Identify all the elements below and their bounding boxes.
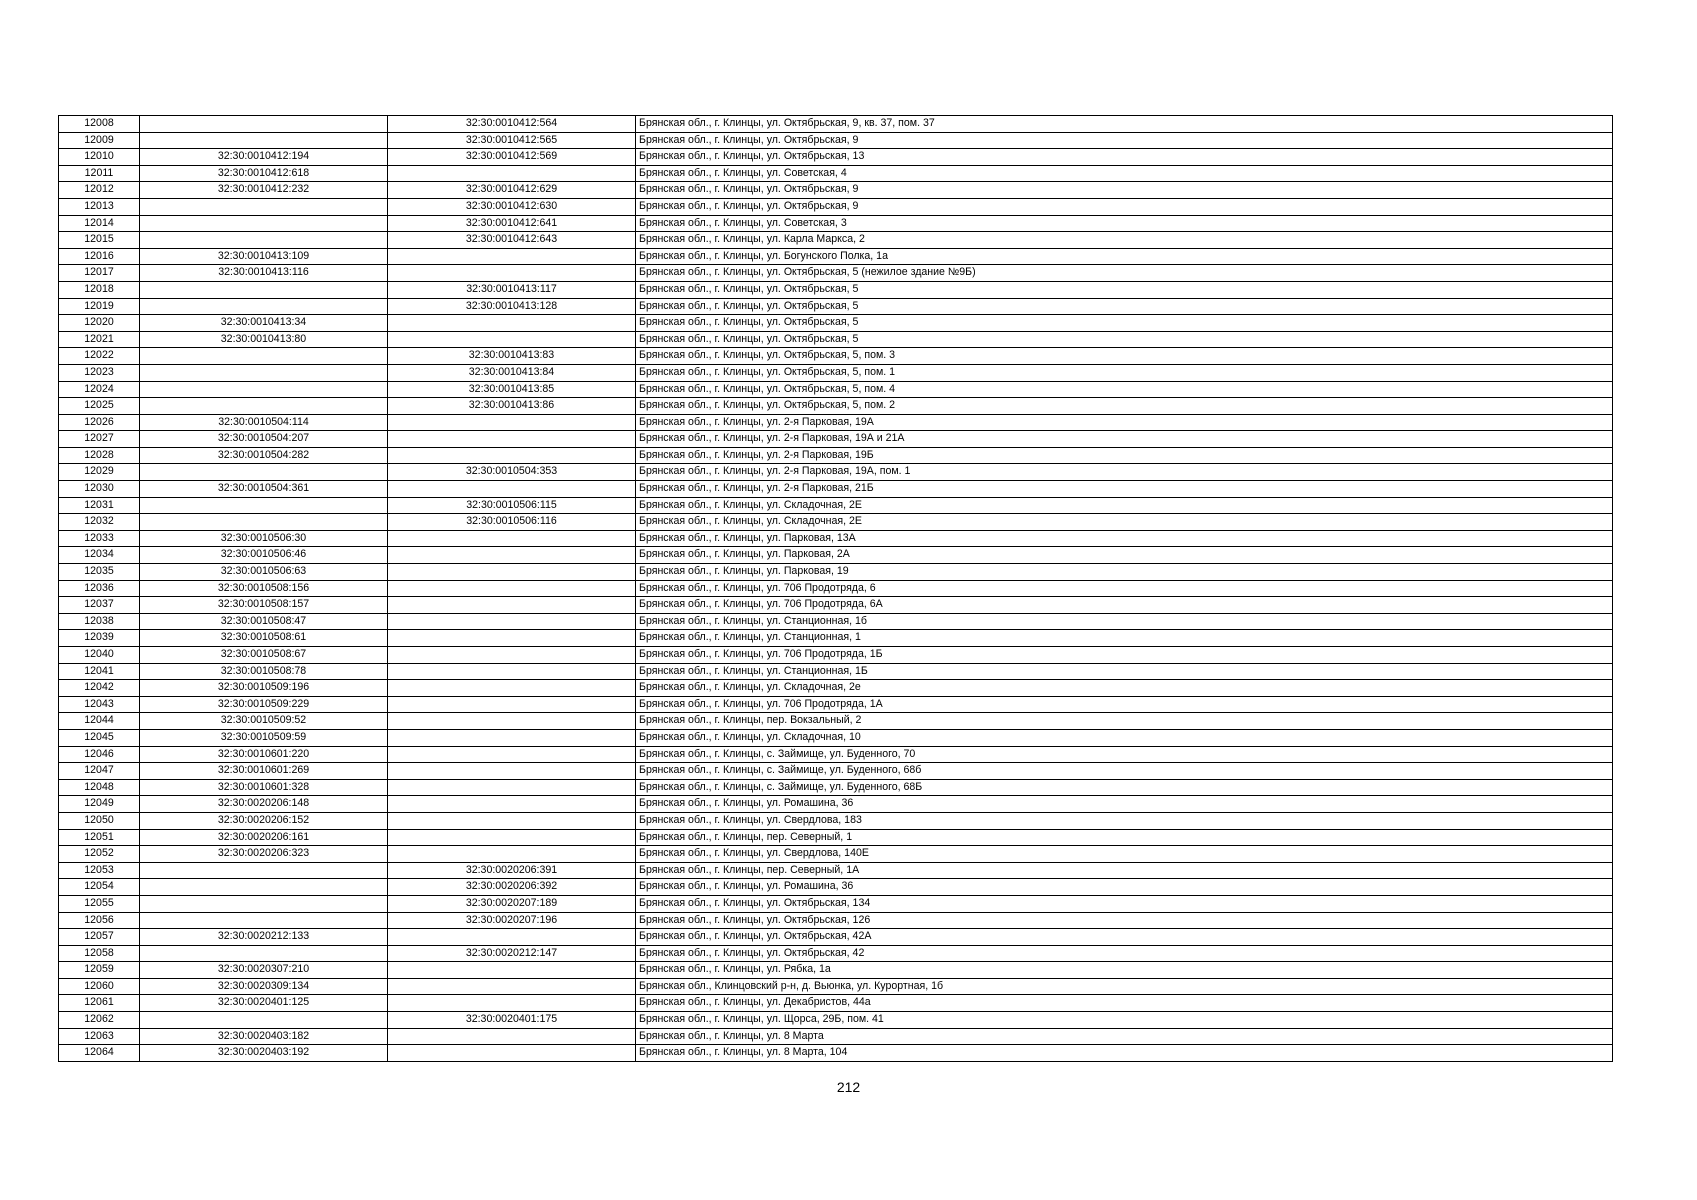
premises-cadastral-number-cell <box>388 165 636 182</box>
premises-cadastral-number-cell <box>388 530 636 547</box>
row-number-cell: 12050 <box>59 812 140 829</box>
cadastral-number-cell: 32:30:0010412:618 <box>140 165 388 182</box>
table-row <box>59 1028 1613 1045</box>
premises-cadastral-number-cell: 32:30:0010413:85 <box>388 381 636 398</box>
row-number-cell: 12039 <box>59 630 140 647</box>
table-row <box>59 663 1613 680</box>
premises-cadastral-number-cell: 32:30:0020206:392 <box>388 879 636 896</box>
cadastral-number-cell: 32:30:0010508:61 <box>140 630 388 647</box>
row-number-cell: 12024 <box>59 381 140 398</box>
table-row <box>59 547 1613 564</box>
address-cell: Брянская обл., г. Клинцы, ул. 706 Продотряда, 6А <box>636 597 1613 614</box>
cadastral-number-cell <box>140 116 388 133</box>
address-cell: Брянская обл., г. Клинцы, ул. 8 Марта <box>636 1028 1613 1045</box>
premises-cadastral-number-cell <box>388 929 636 946</box>
address-cell: Брянская обл., г. Клинцы, ул. Ромашина, 36 <box>636 879 1613 896</box>
table-row <box>59 514 1613 531</box>
row-number-cell: 12058 <box>59 945 140 962</box>
table-row <box>59 315 1613 332</box>
address-cell: Брянская обл., г. Клинцы, ул. Октябрьская, 134 <box>636 895 1613 912</box>
table-row <box>59 696 1613 713</box>
premises-cadastral-number-cell: 32:30:0010412:569 <box>388 149 636 166</box>
premises-cadastral-number-cell <box>388 315 636 332</box>
cadastral-number-cell <box>140 215 388 232</box>
address-cell: Брянская обл., г. Клинцы, ул. Октябрьская, 5, пом. 2 <box>636 398 1613 415</box>
cadastral-number-cell: 32:30:0010601:328 <box>140 779 388 796</box>
address-cell: Брянская обл., г. Клинцы, ул. Октябрьская, 5 <box>636 298 1613 315</box>
table-row <box>59 248 1613 265</box>
address-cell: Брянская обл., г. Клинцы, с. Займище, ул. Буденного, 68б <box>636 763 1613 780</box>
row-number-cell: 12015 <box>59 232 140 249</box>
address-cell: Брянская обл., г. Клинцы, ул. Октябрьская, 5 <box>636 331 1613 348</box>
row-number-cell: 12030 <box>59 481 140 498</box>
cadastral-number-cell <box>140 364 388 381</box>
address-cell: Брянская обл., г. Клинцы, ул. Станционная, 1 <box>636 630 1613 647</box>
row-number-cell: 12053 <box>59 862 140 879</box>
row-number-cell: 12055 <box>59 895 140 912</box>
premises-cadastral-number-cell <box>388 564 636 581</box>
table-row <box>59 182 1613 199</box>
page-number: 212 <box>836 1079 861 1095</box>
address-cell: Брянская обл., г. Клинцы, ул. 706 Продотряда, 6 <box>636 580 1613 597</box>
premises-cadastral-number-cell <box>388 1045 636 1062</box>
cadastral-number-cell: 32:30:0020206:148 <box>140 796 388 813</box>
premises-cadastral-number-cell: 32:30:0010413:83 <box>388 348 636 365</box>
table-row <box>59 995 1613 1012</box>
premises-cadastral-number-cell: 32:30:0010413:86 <box>388 398 636 415</box>
address-cell: Брянская обл., г. Клинцы, ул. Октябрьская, 9 <box>636 132 1613 149</box>
premises-cadastral-number-cell <box>388 1028 636 1045</box>
row-number-cell: 12014 <box>59 215 140 232</box>
address-cell: Брянская обл., г. Клинцы, ул. 2-я Парковая, 19Б <box>636 447 1613 464</box>
table-row <box>59 912 1613 929</box>
premises-cadastral-number-cell <box>388 995 636 1012</box>
premises-cadastral-number-cell <box>388 846 636 863</box>
cadastral-number-cell: 32:30:0010509:59 <box>140 729 388 746</box>
premises-cadastral-number-cell: 32:30:0010412:629 <box>388 182 636 199</box>
row-number-cell: 12017 <box>59 265 140 282</box>
row-number-cell: 12033 <box>59 530 140 547</box>
table-row <box>59 812 1613 829</box>
premises-cadastral-number-cell <box>388 481 636 498</box>
premises-cadastral-number-cell: 32:30:0010412:565 <box>388 132 636 149</box>
cadastral-number-cell: 32:30:0010508:157 <box>140 597 388 614</box>
premises-cadastral-number-cell: 32:30:0020212:147 <box>388 945 636 962</box>
address-cell: Брянская обл., г. Клинцы, ул. Октябрьская, 9 <box>636 182 1613 199</box>
cadastral-number-cell: 32:30:0010509:52 <box>140 713 388 730</box>
address-cell: Брянская обл., г. Клинцы, ул. Октябрьская, 9, кв. 37, пом. 37 <box>636 116 1613 133</box>
premises-cadastral-number-cell: 32:30:0010506:115 <box>388 497 636 514</box>
row-number-cell: 12036 <box>59 580 140 597</box>
premises-cadastral-number-cell: 32:30:0010413:117 <box>388 281 636 298</box>
cadastral-number-cell: 32:30:0020403:182 <box>140 1028 388 1045</box>
table-row <box>59 232 1613 249</box>
cadastral-number-cell: 32:30:0020206:323 <box>140 846 388 863</box>
table-row <box>59 729 1613 746</box>
cadastral-number-cell: 32:30:0020206:152 <box>140 812 388 829</box>
premises-cadastral-number-cell <box>388 713 636 730</box>
cadastral-number-cell <box>140 862 388 879</box>
premises-cadastral-number-cell <box>388 680 636 697</box>
cadastral-number-cell: 32:30:0010504:207 <box>140 431 388 448</box>
row-number-cell: 12048 <box>59 779 140 796</box>
table-row <box>59 398 1613 415</box>
table-row <box>59 713 1613 730</box>
cadastral-number-cell: 32:30:0020212:133 <box>140 929 388 946</box>
row-number-cell: 12031 <box>59 497 140 514</box>
row-number-cell: 12037 <box>59 597 140 614</box>
address-cell: Брянская обл., г. Клинцы, ул. Парковая, 2А <box>636 547 1613 564</box>
table-row <box>59 381 1613 398</box>
table-row <box>59 895 1613 912</box>
address-cell: Брянская обл., г. Клинцы, ул. Складочная, 2е <box>636 680 1613 697</box>
cadastral-number-cell <box>140 381 388 398</box>
cadastral-number-cell <box>140 497 388 514</box>
row-number-cell: 12028 <box>59 447 140 464</box>
table-row <box>59 364 1613 381</box>
row-number-cell: 12046 <box>59 746 140 763</box>
row-number-cell: 12027 <box>59 431 140 448</box>
cadastral-number-cell: 32:30:0010506:46 <box>140 547 388 564</box>
cadastral-number-cell: 32:30:0010504:114 <box>140 414 388 431</box>
row-number-cell: 12022 <box>59 348 140 365</box>
row-number-cell: 12045 <box>59 729 140 746</box>
cadastral-number-cell: 32:30:0010601:269 <box>140 763 388 780</box>
row-number-cell: 12059 <box>59 962 140 979</box>
row-number-cell: 12057 <box>59 929 140 946</box>
premises-cadastral-number-cell <box>388 812 636 829</box>
address-cell: Брянская обл., г. Клинцы, ул. Рябка, 1а <box>636 962 1613 979</box>
address-cell: Брянская обл., Клинцовский р-н, д. Вьюнка, ул. Курортная, 1б <box>636 978 1613 995</box>
row-number-cell: 12049 <box>59 796 140 813</box>
premises-cadastral-number-cell: 32:30:0010412:564 <box>388 116 636 133</box>
table-row <box>59 862 1613 879</box>
row-number-cell: 12019 <box>59 298 140 315</box>
address-cell: Брянская обл., г. Клинцы, ул. Октябрьская, 5 (нежилое здание №9Б) <box>636 265 1613 282</box>
row-number-cell: 12018 <box>59 281 140 298</box>
premises-cadastral-number-cell <box>388 829 636 846</box>
premises-cadastral-number-cell: 32:30:0010412:630 <box>388 198 636 215</box>
cadastral-number-cell: 32:30:0010413:109 <box>140 248 388 265</box>
address-cell: Брянская обл., г. Клинцы, ул. Октябрьская, 5 <box>636 281 1613 298</box>
address-cell: Брянская обл., г. Клинцы, ул. Ромашина, 36 <box>636 796 1613 813</box>
address-cell: Брянская обл., г. Клинцы, ул. 706 Продотряда, 1А <box>636 696 1613 713</box>
row-number-cell: 12026 <box>59 414 140 431</box>
address-cell: Брянская обл., г. Клинцы, ул. Советская, 4 <box>636 165 1613 182</box>
premises-cadastral-number-cell: 32:30:0010412:643 <box>388 232 636 249</box>
address-cell: Брянская обл., г. Клинцы, ул. Советская, 3 <box>636 215 1613 232</box>
premises-cadastral-number-cell: 32:30:0010506:116 <box>388 514 636 531</box>
row-number-cell: 12040 <box>59 647 140 664</box>
table-row <box>59 447 1613 464</box>
premises-cadastral-number-cell <box>388 763 636 780</box>
premises-cadastral-number-cell <box>388 729 636 746</box>
cadastral-number-cell <box>140 1012 388 1029</box>
cadastral-number-cell: 32:30:0020309:134 <box>140 978 388 995</box>
row-number-cell: 12025 <box>59 398 140 415</box>
address-cell: Брянская обл., г. Клинцы, ул. Октябрьская, 42 <box>636 945 1613 962</box>
address-cell: Брянская обл., г. Клинцы, ул. Богунского Полка, 1а <box>636 248 1613 265</box>
cadastral-number-cell: 32:30:0010508:67 <box>140 647 388 664</box>
row-number-cell: 12038 <box>59 613 140 630</box>
premises-cadastral-number-cell <box>388 414 636 431</box>
cadastral-number-cell: 32:30:0010508:78 <box>140 663 388 680</box>
row-number-cell: 12061 <box>59 995 140 1012</box>
address-cell: Брянская обл., г. Клинцы, ул. 2-я Парковая, 19А, пом. 1 <box>636 464 1613 481</box>
row-number-cell: 12035 <box>59 564 140 581</box>
cadastral-number-cell <box>140 232 388 249</box>
cadastral-number-cell <box>140 198 388 215</box>
cadastral-number-cell <box>140 912 388 929</box>
table-row <box>59 497 1613 514</box>
cadastral-number-cell: 32:30:0010601:220 <box>140 746 388 763</box>
table-row <box>59 846 1613 863</box>
cadastral-number-cell <box>140 514 388 531</box>
address-cell: Брянская обл., г. Клинцы, пер. Северный, 1 <box>636 829 1613 846</box>
cadastral-number-cell: 32:30:0010506:63 <box>140 564 388 581</box>
address-cell: Брянская обл., г. Клинцы, ул. 2-я Парковая, 19А и 21А <box>636 431 1613 448</box>
table-row <box>59 796 1613 813</box>
row-number-cell: 12012 <box>59 182 140 199</box>
table-row <box>59 929 1613 946</box>
premises-cadastral-number-cell <box>388 630 636 647</box>
address-cell: Брянская обл., г. Клинцы, ул. Октябрьская, 42А <box>636 929 1613 946</box>
table-row <box>59 215 1613 232</box>
address-cell: Брянская обл., г. Клинцы, ул. Парковая, 19 <box>636 564 1613 581</box>
address-cell: Брянская обл., г. Клинцы, с. Займище, ул. Буденного, 68Б <box>636 779 1613 796</box>
table-row <box>59 1045 1613 1062</box>
table-row <box>59 680 1613 697</box>
row-number-cell: 12016 <box>59 248 140 265</box>
row-number-cell: 12023 <box>59 364 140 381</box>
address-cell: Брянская обл., г. Клинцы, ул. Свердлова, 140Е <box>636 846 1613 863</box>
address-cell: Брянская обл., г. Клинцы, ул. Октябрьская, 5, пом. 1 <box>636 364 1613 381</box>
cadastral-number-cell <box>140 945 388 962</box>
row-number-cell: 12052 <box>59 846 140 863</box>
premises-cadastral-number-cell: 32:30:0010413:84 <box>388 364 636 381</box>
row-number-cell: 12062 <box>59 1012 140 1029</box>
premises-cadastral-number-cell: 32:30:0010412:641 <box>388 215 636 232</box>
address-cell: Брянская обл., г. Клинцы, ул. 706 Продотряда, 1Б <box>636 647 1613 664</box>
table-row <box>59 962 1613 979</box>
premises-cadastral-number-cell <box>388 779 636 796</box>
registry-body <box>59 116 1613 1062</box>
address-cell: Брянская обл., г. Клинцы, ул. Щорса, 29Б, пом. 41 <box>636 1012 1613 1029</box>
row-number-cell: 12009 <box>59 132 140 149</box>
row-number-cell: 12032 <box>59 514 140 531</box>
table-row <box>59 149 1613 166</box>
address-cell: Брянская обл., г. Клинцы, ул. Станционная, 1Б <box>636 663 1613 680</box>
premises-cadastral-number-cell <box>388 696 636 713</box>
address-cell: Брянская обл., г. Клинцы, ул. Октябрьская, 126 <box>636 912 1613 929</box>
table-row <box>59 481 1613 498</box>
premises-cadastral-number-cell <box>388 962 636 979</box>
table-row <box>59 945 1613 962</box>
cadastral-number-cell: 32:30:0010508:47 <box>140 613 388 630</box>
row-number-cell: 12064 <box>59 1045 140 1062</box>
table-row <box>59 298 1613 315</box>
row-number-cell: 12021 <box>59 331 140 348</box>
premises-cadastral-number-cell <box>388 431 636 448</box>
premises-cadastral-number-cell <box>388 547 636 564</box>
premises-cadastral-number-cell <box>388 796 636 813</box>
premises-cadastral-number-cell: 32:30:0020401:175 <box>388 1012 636 1029</box>
address-cell: Брянская обл., г. Клинцы, ул. Октябрьская, 5 <box>636 315 1613 332</box>
cadastral-number-cell: 32:30:0010413:116 <box>140 265 388 282</box>
cadastral-number-cell <box>140 348 388 365</box>
premises-cadastral-number-cell: 32:30:0020207:189 <box>388 895 636 912</box>
table-row <box>59 198 1613 215</box>
address-cell: Брянская обл., г. Клинцы, ул. 8 Марта, 104 <box>636 1045 1613 1062</box>
row-number-cell: 12010 <box>59 149 140 166</box>
table-row <box>59 564 1613 581</box>
cadastral-number-cell: 32:30:0020307:210 <box>140 962 388 979</box>
row-number-cell: 12060 <box>59 978 140 995</box>
cadastral-number-cell <box>140 298 388 315</box>
table-row <box>59 132 1613 149</box>
row-number-cell: 12008 <box>59 116 140 133</box>
address-cell: Брянская обл., г. Клинцы, ул. Октябрьская, 5, пом. 3 <box>636 348 1613 365</box>
premises-cadastral-number-cell <box>388 647 636 664</box>
cadastral-number-cell: 32:30:0010504:282 <box>140 447 388 464</box>
registry-table <box>58 115 1613 1062</box>
address-cell: Брянская обл., г. Клинцы, ул. Октябрьская, 9 <box>636 198 1613 215</box>
row-number-cell: 12051 <box>59 829 140 846</box>
table-row <box>59 580 1613 597</box>
row-number-cell: 12043 <box>59 696 140 713</box>
table-row <box>59 331 1613 348</box>
address-cell: Брянская обл., г. Клинцы, ул. Октябрьская, 5, пом. 4 <box>636 381 1613 398</box>
address-cell: Брянская обл., г. Клинцы, ул. 2-я Парковая, 19А <box>636 414 1613 431</box>
table-row <box>59 116 1613 133</box>
address-cell: Брянская обл., г. Клинцы, ул. Октябрьская, 13 <box>636 149 1613 166</box>
table-row <box>59 829 1613 846</box>
premises-cadastral-number-cell: 32:30:0010504:353 <box>388 464 636 481</box>
address-cell: Брянская обл., г. Клинцы, ул. Карла Маркса, 2 <box>636 232 1613 249</box>
premises-cadastral-number-cell <box>388 978 636 995</box>
cadastral-number-cell: 32:30:0020206:161 <box>140 829 388 846</box>
row-number-cell: 12041 <box>59 663 140 680</box>
premises-cadastral-number-cell <box>388 265 636 282</box>
cadastral-number-cell: 32:30:0020401:125 <box>140 995 388 1012</box>
address-cell: Брянская обл., г. Клинцы, ул. 2-я Парковая, 21Б <box>636 481 1613 498</box>
cadastral-number-cell <box>140 398 388 415</box>
address-cell: Брянская обл., г. Клинцы, пер. Вокзальный, 2 <box>636 713 1613 730</box>
premises-cadastral-number-cell <box>388 248 636 265</box>
cadastral-number-cell <box>140 464 388 481</box>
table-row <box>59 165 1613 182</box>
table-row <box>59 746 1613 763</box>
row-number-cell: 12047 <box>59 763 140 780</box>
cadastral-number-cell <box>140 281 388 298</box>
address-cell: Брянская обл., г. Клинцы, с. Займище, ул. Буденного, 70 <box>636 746 1613 763</box>
cadastral-number-cell: 32:30:0010412:232 <box>140 182 388 199</box>
cadastral-number-cell <box>140 132 388 149</box>
table-row <box>59 431 1613 448</box>
premises-cadastral-number-cell: 32:30:0020207:196 <box>388 912 636 929</box>
row-number-cell: 12011 <box>59 165 140 182</box>
premises-cadastral-number-cell <box>388 597 636 614</box>
cadastral-number-cell: 32:30:0010509:196 <box>140 680 388 697</box>
cadastral-number-cell: 32:30:0010508:156 <box>140 580 388 597</box>
cadastral-number-cell: 32:30:0010413:34 <box>140 315 388 332</box>
row-number-cell: 12013 <box>59 198 140 215</box>
registry-sheet <box>58 115 1612 1062</box>
cadastral-number-cell: 32:30:0010509:229 <box>140 696 388 713</box>
premises-cadastral-number-cell <box>388 331 636 348</box>
address-cell: Брянская обл., г. Клинцы, ул. Складочная, 2Е <box>636 514 1613 531</box>
cadastral-number-cell: 32:30:0010504:361 <box>140 481 388 498</box>
row-number-cell: 12044 <box>59 713 140 730</box>
address-cell: Брянская обл., г. Клинцы, пер. Северный, 1А <box>636 862 1613 879</box>
table-row <box>59 530 1613 547</box>
table-row <box>59 879 1613 896</box>
table-row <box>59 414 1613 431</box>
premises-cadastral-number-cell: 32:30:0010413:128 <box>388 298 636 315</box>
cadastral-number-cell: 32:30:0010506:30 <box>140 530 388 547</box>
table-row <box>59 281 1613 298</box>
table-row <box>59 265 1613 282</box>
address-cell: Брянская обл., г. Клинцы, ул. Складочная, 2Е <box>636 497 1613 514</box>
table-row <box>59 597 1613 614</box>
premises-cadastral-number-cell <box>388 580 636 597</box>
table-row <box>59 630 1613 647</box>
premises-cadastral-number-cell <box>388 663 636 680</box>
address-cell: Брянская обл., г. Клинцы, ул. Свердлова, 183 <box>636 812 1613 829</box>
cadastral-number-cell: 32:30:0010413:80 <box>140 331 388 348</box>
row-number-cell: 12054 <box>59 879 140 896</box>
table-row <box>59 779 1613 796</box>
table-row <box>59 1012 1613 1029</box>
address-cell: Брянская обл., г. Клинцы, ул. Парковая, 13А <box>636 530 1613 547</box>
premises-cadastral-number-cell: 32:30:0020206:391 <box>388 862 636 879</box>
address-cell: Брянская обл., г. Клинцы, ул. Декабристов, 44а <box>636 995 1613 1012</box>
address-cell: Брянская обл., г. Клинцы, ул. Станционная, 1б <box>636 613 1613 630</box>
cadastral-number-cell: 32:30:0010412:194 <box>140 149 388 166</box>
table-row <box>59 464 1613 481</box>
premises-cadastral-number-cell <box>388 746 636 763</box>
row-number-cell: 12042 <box>59 680 140 697</box>
row-number-cell: 12034 <box>59 547 140 564</box>
cadastral-number-cell <box>140 895 388 912</box>
table-row <box>59 978 1613 995</box>
table-row <box>59 348 1613 365</box>
premises-cadastral-number-cell <box>388 613 636 630</box>
cadastral-number-cell: 32:30:0020403:192 <box>140 1045 388 1062</box>
row-number-cell: 12063 <box>59 1028 140 1045</box>
cadastral-number-cell <box>140 879 388 896</box>
premises-cadastral-number-cell <box>388 447 636 464</box>
table-row <box>59 613 1613 630</box>
table-row <box>59 647 1613 664</box>
row-number-cell: 12020 <box>59 315 140 332</box>
row-number-cell: 12056 <box>59 912 140 929</box>
table-row <box>59 763 1613 780</box>
address-cell: Брянская обл., г. Клинцы, ул. Складочная, 10 <box>636 729 1613 746</box>
row-number-cell: 12029 <box>59 464 140 481</box>
